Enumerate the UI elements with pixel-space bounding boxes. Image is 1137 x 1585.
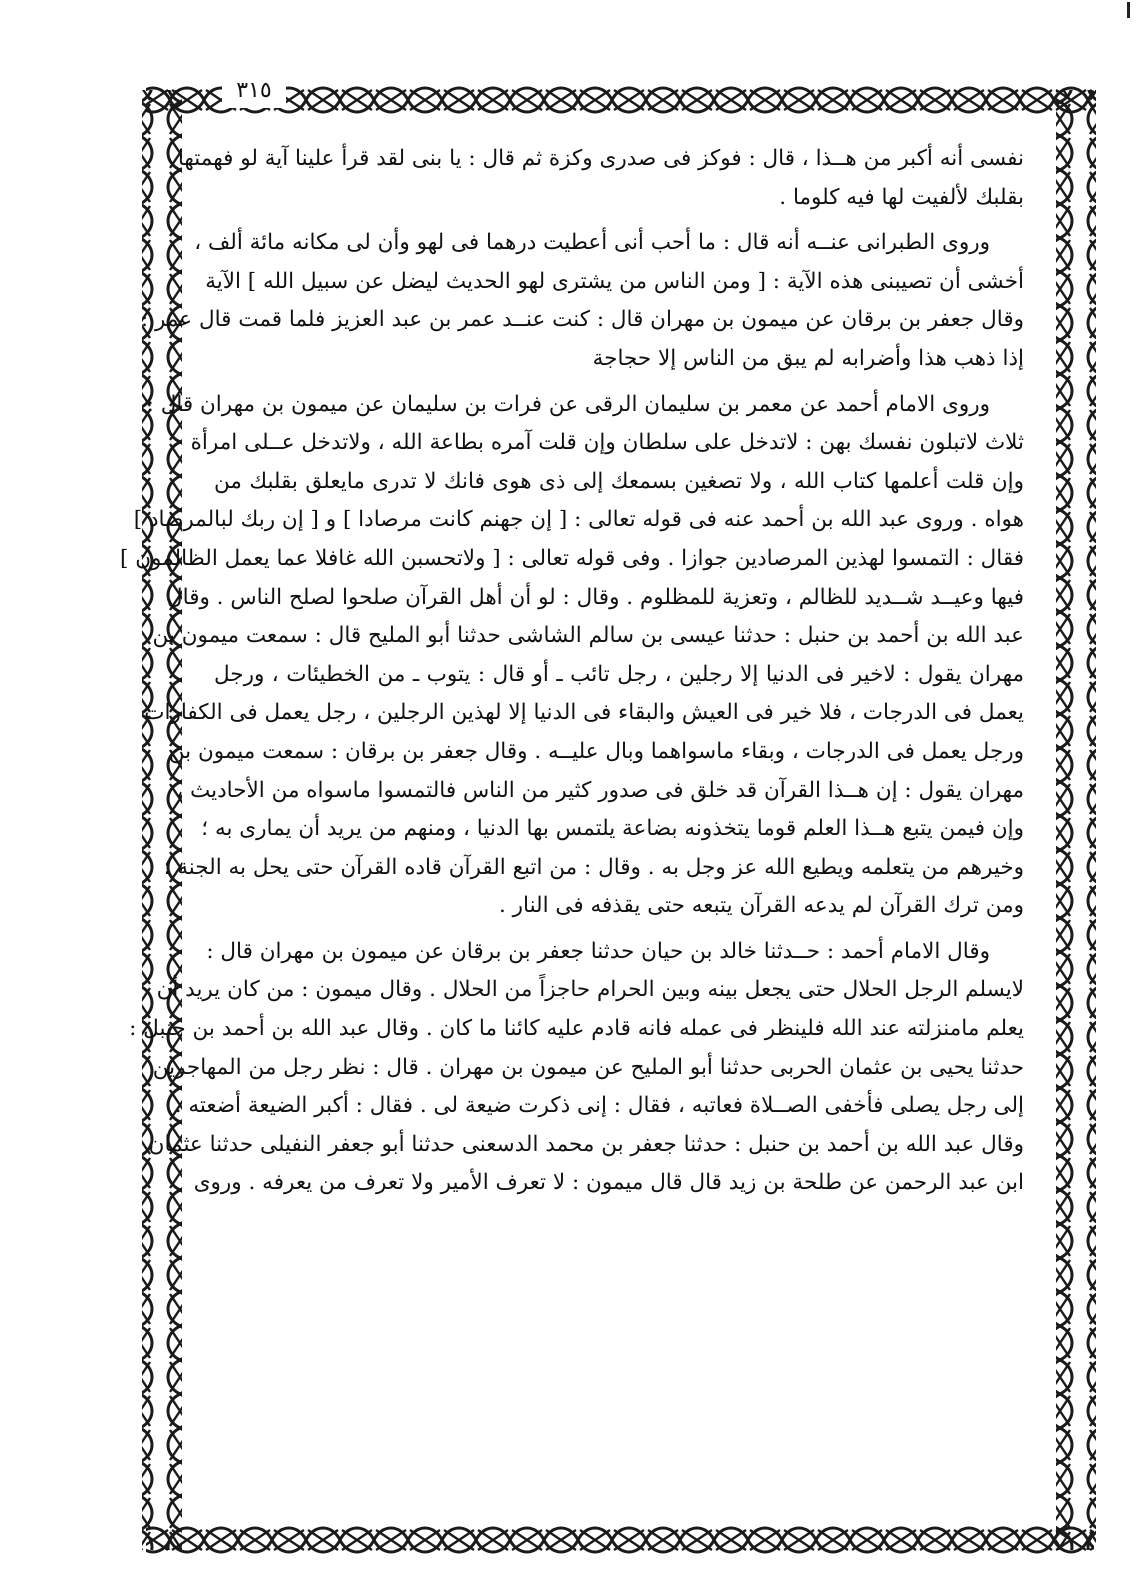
text-line: وروى الطبرانى عنــه أنه قال : ما أحب أنى أعطيت درهما فى لهو وأن لى مكانه مائة ألف ، (194, 230, 990, 256)
text-line: عبد الله بن أحمد بن حنبل : حدثنا عيسى بن سالم الشاشى حدثنا أبو المليح قال : سمعت ميمون بن (152, 623, 1024, 649)
paragraph (119, 386, 1024, 926)
text-line: يعمل فى الدرجات ، فلا خير فى العيش والبقاء فى الدنيا إلا لهذين الرجلين ، رجل يعمل فى الكفارات (144, 700, 1024, 726)
text-line: وإن فيمن يتبع هــذا العلم قوما يتخذونه بضاعة يلتمس بها الدنيا ، ومنهم من يريد أن يمارى به ؛ (201, 816, 1024, 842)
text-line: ومن ترك القرآن لم يدعه القرآن يتبعه حتى يقذفه فى النار . (498, 893, 1024, 919)
paragraph-gap (214, 217, 1024, 224)
text-line: مهران يقول : إن هــذا القرآن قد خلق فى صدور كثير من الناس فالتمسوا ماسواه من الأحاديث ، (176, 777, 1024, 803)
border-right (1056, 90, 1096, 1550)
text-line: وإن قلت أعلمها كتاب الله ، ولا تصغين بسمعك إلى ذى هوى فانك لا تدرى مايعلق بقلبك من (214, 468, 1024, 494)
text-line: مهران يقول : لاخير فى الدنيا إلا رجلين ، رجل تائب ـ أو قال : يتوب ـ من الخطيئات ، ورجل (214, 661, 1024, 687)
text-line: وقال عبد الله بن أحمد بن حنبل : حدثنا جعفر بن محمد الدسعنى حدثنا أبو جعفر النفيلى حدثنا عثمان (148, 1131, 1024, 1157)
paragraph (129, 933, 1024, 1203)
border-bottom (146, 1525, 1094, 1565)
border-top (146, 74, 1094, 114)
text-line: نفسى أنه أكبر من هــذا ، قال : فوكز فى صدرى وكزة ثم قال : يا بنى لقد قرأ علينا آية لو فهمتها (177, 146, 1024, 171)
text-line: فقال : التمسوا لهذين المرصادين جوازا . وفى قوله تعالى : [ ولاتحسبن الله غافلا عما يعمل الظالمون ] (119, 545, 1024, 571)
text-line: وخيرهم من يتعلمه ويطيع الله عز وجل به . وقال : من اتبع القرآن قاده القرآن حتى يحل به الجنة ؛ (163, 854, 1024, 880)
text-line: حدثنا يحيى بن عثمان الحربى حدثنا أبو المليح عن ميمون بن مهران . قال : نظر رجل من المهاجرين (152, 1054, 1024, 1080)
text-line: ورجل يعمل فى الدرجات ، وبقاء ماسواهما وبال عليــه . وقال جعفر بن برقان : سمعت ميمون بن (168, 738, 1024, 764)
text-line: لايسلم الرجل الحلال حتى يجعل بينه وبين الحرام حاجزاً من الحلال . وقال ميمون : من كان يريد أن (156, 977, 1024, 1003)
text-line: ابن عبد الرحمن عن طلحة بن زيد قال قال ميمون : لا تعرف الأمير ولا تعرف من يعرفه . وروى (193, 1170, 1024, 1196)
text-line: أخشى أن تصيبنى هذه الآية : [ ومن الناس من يشترى لهو الحديث ليضل عن سبيل الله ] الآية (205, 268, 1024, 294)
text-line: إلى رجل يصلى فأخفى الصــلاة فعاتبه ، فقال : إنى ذكرت ضيعة لى . فقال : أكبر الضيعة أضعته . (174, 1093, 1024, 1119)
page-number: ٣١٥ (222, 74, 286, 108)
text-line: هواه . وروى عبد الله بن أحمد عنه فى قوله تعالى : [ إن جهنم كانت مرصادا ] و [ إن ربك لبالمرصاد ] (133, 507, 1024, 533)
text-line: يعلم مامنزلته عند الله فلينظر فى عمله فانه قادم عليه كائنا ما كان . وقال عبد الله بن أحمد بن حنبل : (129, 1016, 1024, 1042)
paragraph (140, 224, 1024, 378)
paragraph-gap (214, 926, 1024, 933)
scan-edge-mark (1127, 2, 1130, 18)
text-line: وقال الامام أحمد : حــدثنا خالد بن حيان حدثنا جعفر بن برقان عن ميمون بن مهران قال : (206, 938, 990, 964)
main-text (119, 140, 1024, 1520)
paragraph (177, 140, 1024, 217)
text-line: بقلبك لألفيت لها فيه كلوما . (779, 184, 1024, 210)
text-line: إذا ذهب هذا وأضرابه لم يبق من الناس إلا حجاجة (592, 345, 1024, 371)
text-line: فيها وعيــد شــديد للظالم ، وتعزية للمظلوم . وقال : لو أن أهل القرآن صلحوا لصلح الناس . وقال (167, 584, 1024, 610)
text-line: وقال جعفر بن برقان عن ميمون بن مهران قال : كنت عنــد عمر بن عبد العزيز فلما قمت قال عمر : (140, 307, 1024, 333)
text-line: وروى الامام أحمد عن معمر بن سليمان الرقى عن فرات بن سليمان عن ميمون بن مهران قال : (146, 391, 990, 417)
text-line: ثلاث لاتبلون نفسك بهن : لاتدخل على سلطان وإن قلت آمره بطاعة الله ، ولاتدخل عــلى امرأة (190, 430, 1024, 456)
paragraph-gap (214, 379, 1024, 386)
